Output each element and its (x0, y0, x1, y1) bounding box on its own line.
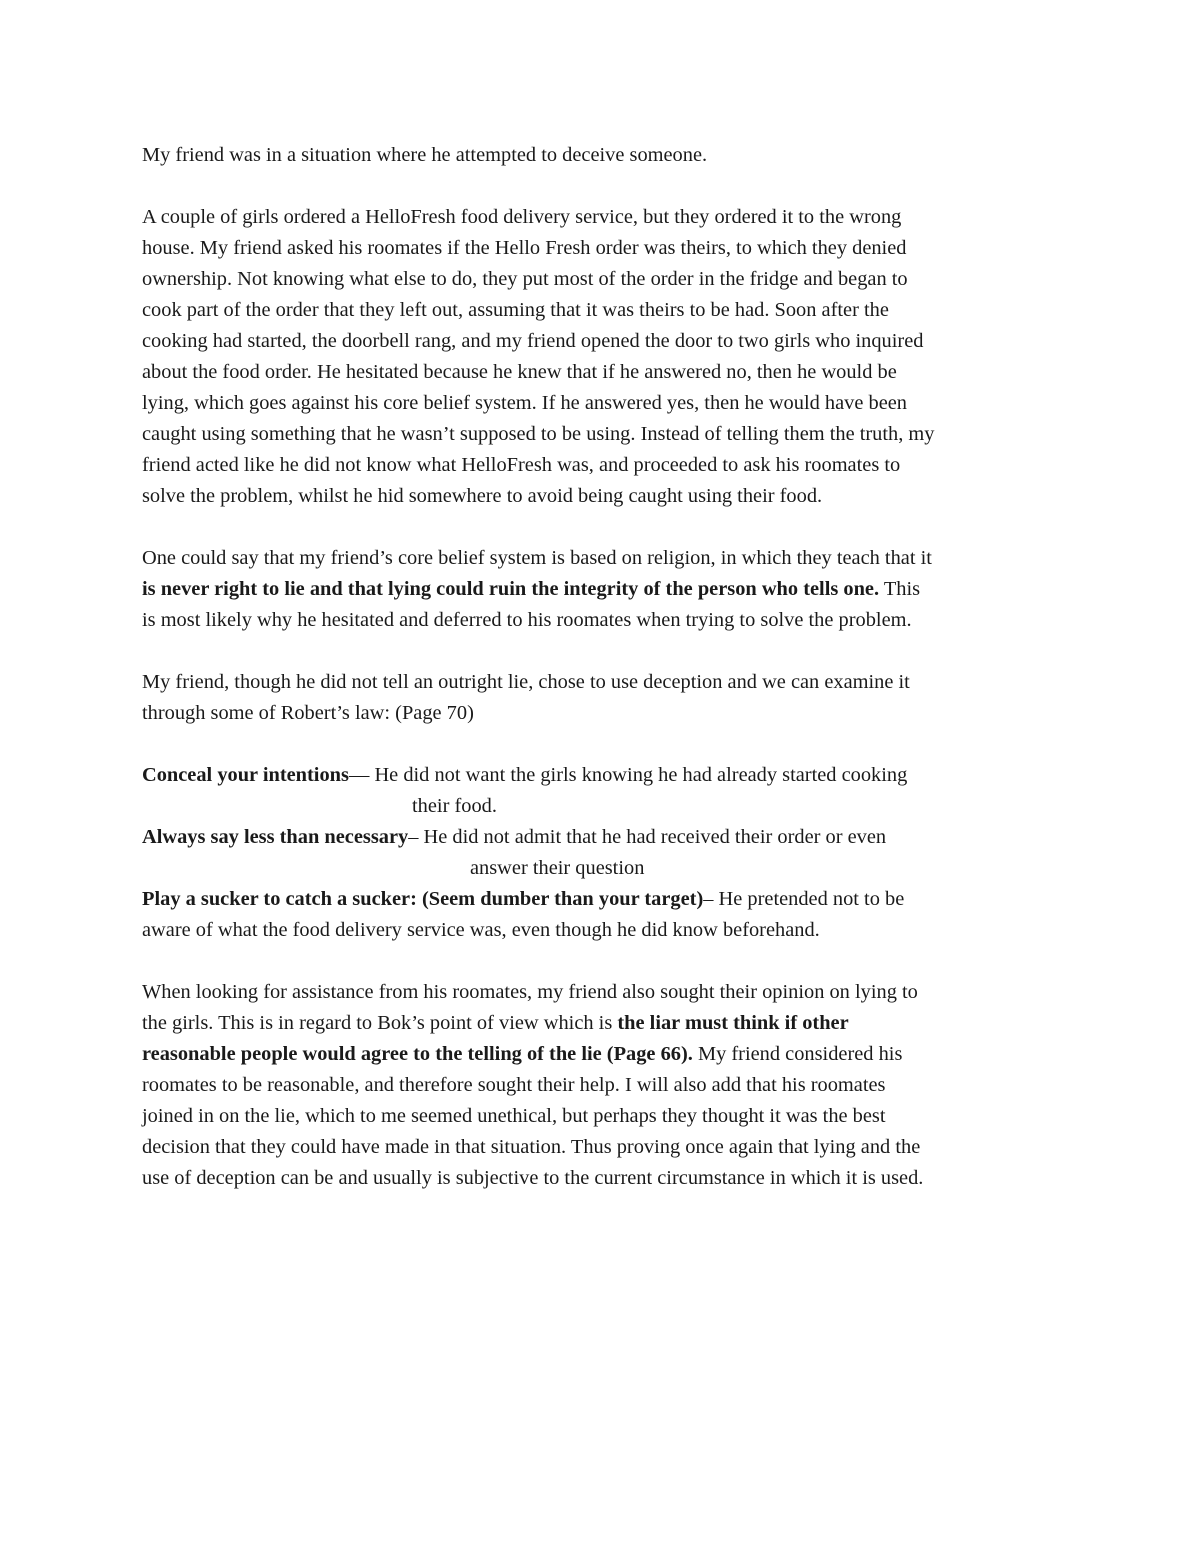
text-run: This (879, 578, 921, 600)
bold-phrase: reasonable people would agree to the telling of the lie (Page 66). (142, 1043, 693, 1065)
law-title: Play a sucker to catch a sucker: (Seem dumber than your target) (142, 888, 704, 910)
text-line: joined in on the lie, which to me seemed unethical, but perhaps they thought it was the best (142, 1105, 886, 1127)
text-line: roomates to be reasonable, and therefore sought their help. I will also add that his roomates (142, 1074, 886, 1096)
bold-phrase: the liar must think if other (617, 1012, 849, 1034)
law-item-say-less (142, 822, 1060, 884)
text-line: ownership. Not knowing what else to do, they put most of the order in the fridge and began to (142, 268, 908, 290)
text-line (142, 822, 1060, 853)
law-description-continued: aware of what the food delivery service was, even though he did know beforehand. (142, 919, 820, 941)
text-line: One could say that my friend’s core belief system is based on religion, in which they teach that it (142, 547, 932, 569)
paragraph-belief (142, 543, 1060, 636)
law-description-continued: their food. (412, 795, 497, 817)
text-line: is most likely why he hesitated and deferred to his roomates when trying to solve the problem. (142, 609, 912, 631)
bold-phrase: is never right to lie and that lying could ruin the integrity of the person who tells one. (142, 578, 880, 600)
law-description: – He did not admit that he had received their order or even (408, 826, 887, 848)
text-line: use of deception can be and usually is subjective to the current circumstance in which it is used. (142, 1167, 924, 1189)
text-line: caught using something that he wasn’t supposed to be using. Instead of telling them the truth, my (142, 423, 935, 445)
text-line: solve the problem, whilst he hid somewhere to avoid being caught using their food. (142, 485, 823, 507)
paragraph-deception (142, 667, 1060, 729)
paragraph-story (142, 202, 1060, 512)
law-item-play-sucker (142, 884, 1060, 946)
text-line: cooking had started, the doorbell rang, and my friend opened the door to two girls who inquired (142, 330, 924, 352)
text-line: A couple of girls ordered a HelloFresh food delivery service, but they ordered it to the wrong (142, 206, 902, 228)
text-line: through some of Robert’s law: (Page 70) (142, 702, 474, 724)
law-title: Always say less than necessary (142, 826, 409, 848)
text-line: house. My friend asked his roomates if the Hello Fresh order was theirs, to which they denied (142, 237, 907, 259)
law-title: Conceal your intentions (142, 764, 349, 786)
text-line: about the food order. He hesitated because he knew that if he answered no, then he would be (142, 361, 897, 383)
text-line (142, 760, 1060, 791)
text-line: friend acted like he did not know what HelloFresh was, and proceeded to ask his roomates to (142, 454, 901, 476)
document-body (142, 140, 1060, 1225)
text-line (142, 1039, 1060, 1070)
text-line (142, 574, 1060, 605)
law-item-conceal (142, 760, 1060, 822)
text-line: decision that they could have made in that situation. Thus proving once again that lying and the (142, 1136, 921, 1158)
text-line (142, 1008, 1060, 1039)
paragraph-conclusion (142, 977, 1060, 1194)
text-line (142, 884, 1060, 915)
text-line: cook part of the order that they left out, assuming that it was theirs to be had. Soon after the (142, 299, 889, 321)
law-description: — He did not want the girls knowing he had already started cooking (348, 764, 908, 786)
law-description: – He pretended not to be (703, 888, 905, 910)
text-line: When looking for assistance from his roomates, my friend also sought their opinion on lying to (142, 981, 918, 1003)
paragraph-intro (142, 140, 1060, 171)
text-line: My friend, though he did not tell an outright lie, chose to use deception and we can examine it (142, 671, 910, 693)
text-run: My friend considered his (692, 1043, 903, 1065)
text-run: the girls. This is in regard to Bok’s point of view which is (142, 1012, 618, 1034)
law-description-continued: answer their question (470, 857, 645, 879)
text-line: My friend was in a situation where he attempted to deceive someone. (142, 144, 708, 166)
text-line: lying, which goes against his core belief system. If he answered yes, then he would have been (142, 392, 907, 414)
laws-list (142, 760, 1060, 946)
